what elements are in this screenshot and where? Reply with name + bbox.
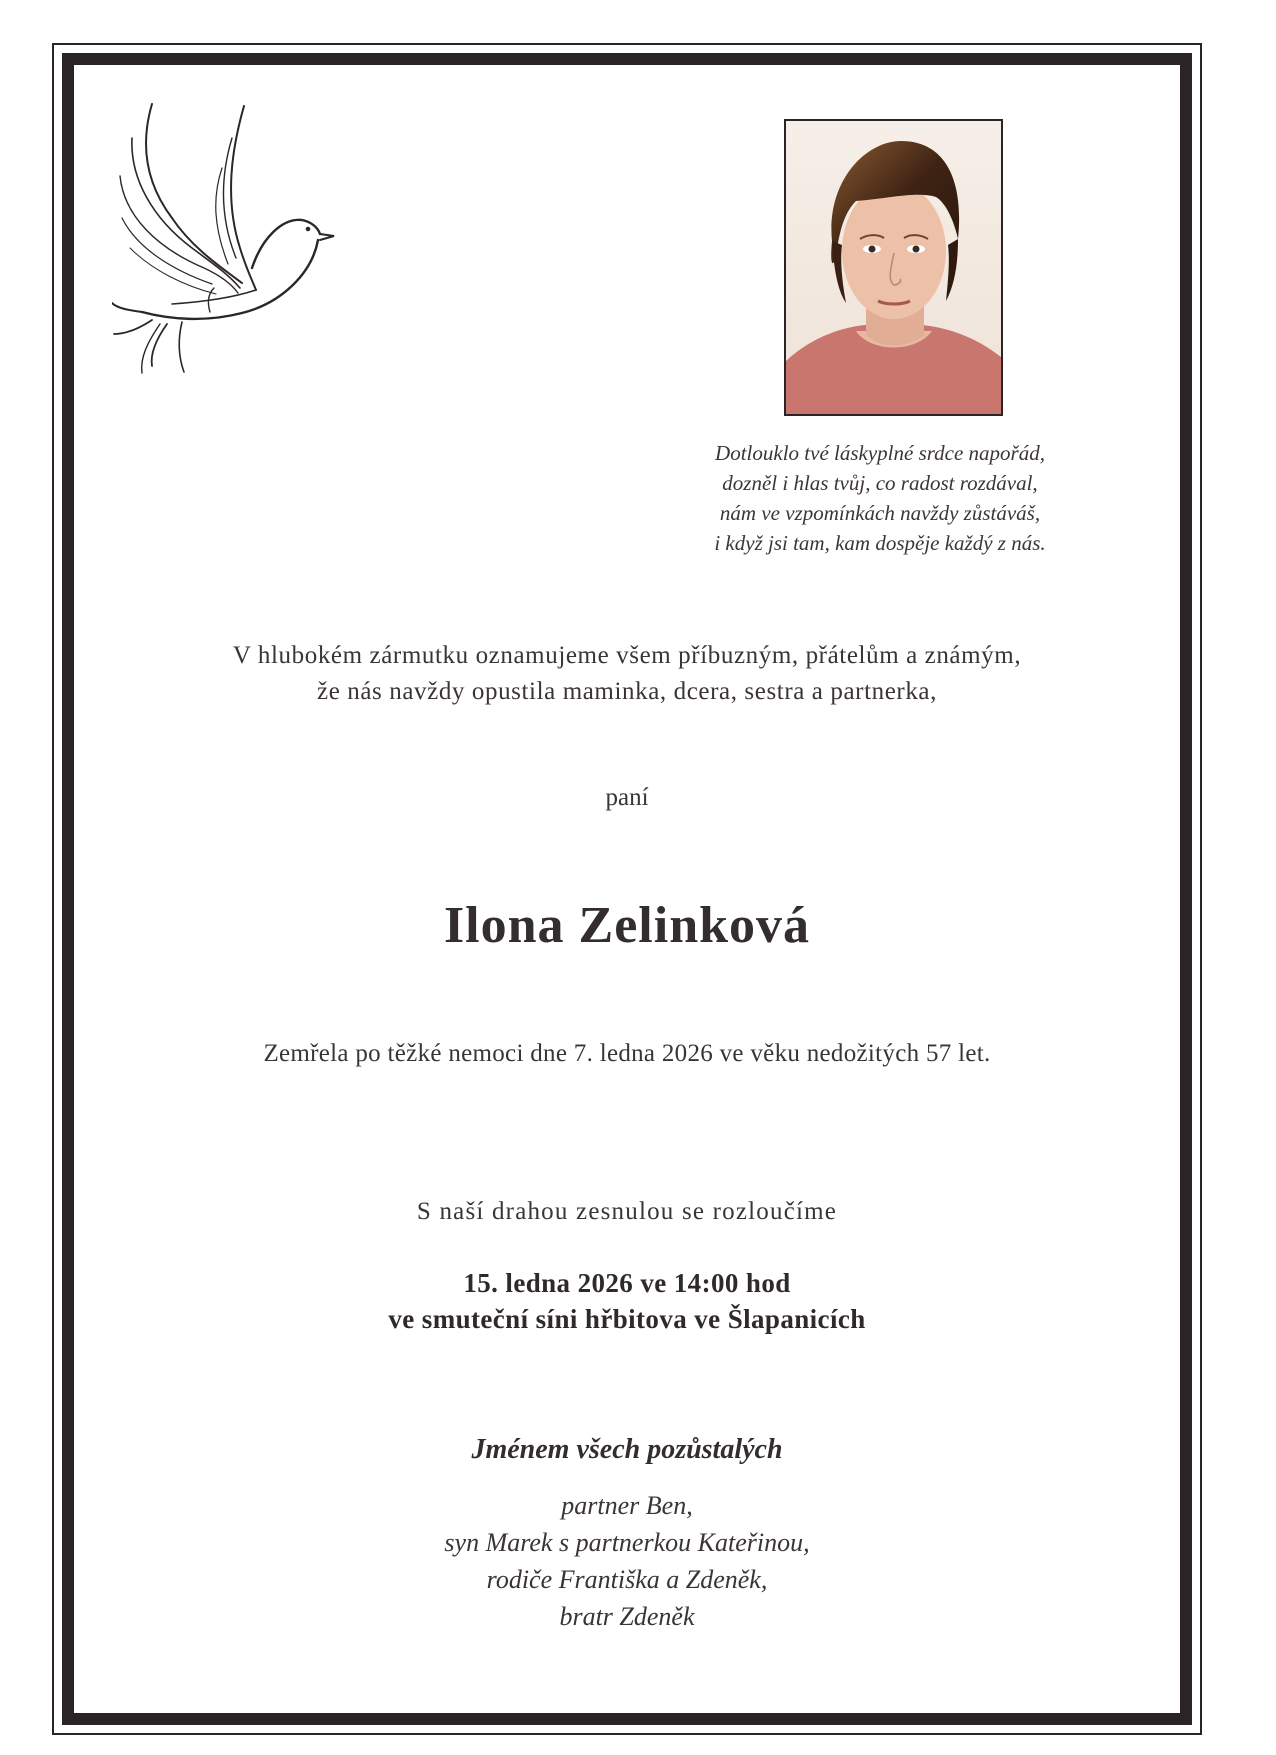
death-details: Zemřela po těžké nemoci dne 7. ledna 2026 ve věku nedožitých 57 let. [263, 1040, 991, 1067]
announcement-intro [62, 638, 1192, 710]
ceremony-date-time: 15. ledna 2026 ve 14:00 hod [463, 1268, 791, 1298]
honorific: paní [605, 784, 649, 811]
survivor-item: syn Marek s partnerkou Kateřinou, [444, 1528, 810, 1557]
signature-heading: Jménem všech pozůstalých [471, 1434, 783, 1465]
intro-line: že nás navždy opustila maminka, dcera, sestra a partnerka, [317, 678, 937, 705]
poem-line: dozněl i hlas tvůj, co radost rozdával, [722, 471, 1038, 495]
dove-icon [112, 98, 338, 388]
poem-line: i když jsi tam, kam dospěje každý z nás. [714, 531, 1046, 555]
portrait-photo [784, 119, 1003, 416]
survivor-item: bratr Zdeněk [559, 1602, 695, 1631]
intro-line: V hlubokém zármutku oznamujeme všem příbuzným, přátelům a známým, [232, 642, 1022, 669]
survivor-item: partner Ben, [561, 1491, 693, 1520]
poem-line: Dotlouklo tvé láskyplné srdce napořád, [715, 441, 1045, 465]
ceremony-details [62, 1265, 1192, 1337]
farewell-line: S naší drahou zesnulou se rozloučíme [416, 1198, 838, 1225]
survivors-list [62, 1487, 1192, 1635]
poem-line: nám ve vzpomínkách navždy zůstáváš, [719, 501, 1041, 525]
deceased-name: Ilona Zelinková [443, 897, 811, 954]
ceremony-place: ve smuteční síni hřbitova ve Šlapanicích [388, 1304, 866, 1334]
survivor-item: rodiče Františka a Zdeněk, [486, 1565, 768, 1594]
poem-verse [650, 438, 1110, 558]
